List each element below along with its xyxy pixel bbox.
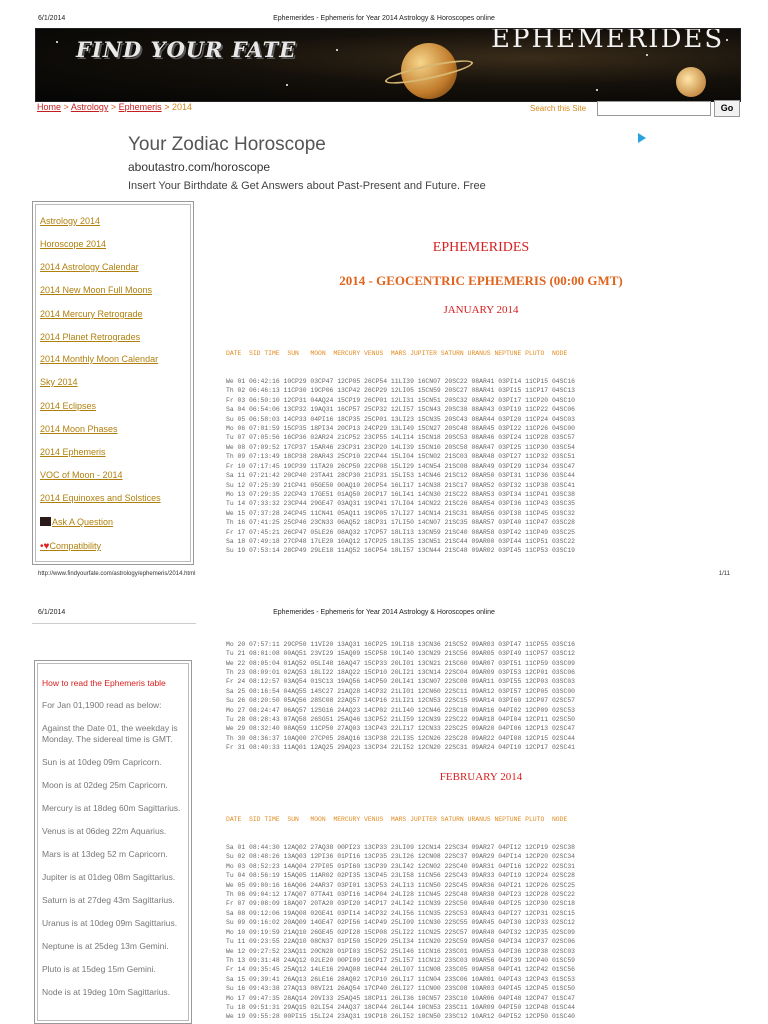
ad-url[interactable]: aboutastro.com/horoscope — [128, 160, 271, 174]
howto-paragraph: Venus is at 06deg 22m Aquarius. — [42, 826, 167, 836]
table-row: Mo 17 09:47:35 28AQ14 20VI33 25AQ45 18CP11 26LI36 10CN57 23SC10 10AR06 04PI48 12CP47 01SC47 — [226, 994, 575, 1002]
table-row: Sa 25 08:16:54 04AQ55 14SC27 21AQ28 14CP32 21LI01 12CN60 22SC11 09AR12 03PI57 12CP05 03SC00 — [226, 687, 575, 695]
table-row: Tu 04 08:56:19 15AQ05 11AR02 02PI35 13CP45 23LI58 11CN56 22SC43 09AR33 04PI19 12CP24 02SC28 — [226, 872, 575, 880]
banner-title: EPHEMERIDES — [491, 28, 725, 54]
howto-paragraph: Against the Date 01, the weekday is Monday. The sidereal time is GMT. — [42, 723, 178, 744]
table-row: We 01 06:42:16 10CP29 03CP47 12CP05 26CP54 11LI39 16CN07 20SC22 08AR41 03PI14 11CP15 04SC16 — [226, 378, 575, 386]
table-row: Th 09 07:13:49 18CP38 28AR43 25CP10 22CP44 15LI04 15CN02 21SC03 08AR48 03PI27 11CP32 03SC51 — [226, 453, 575, 461]
table-row: Fr 14 09:35:45 25AQ12 14LE16 29AQ08 16CP44 26LI07 11CN08 23SC05 09AR58 04PI41 12CP42 01SC56 — [226, 966, 575, 974]
ephemeris-table-january-part2 — [226, 621, 575, 762]
breadcrumb-astrology[interactable]: Astrology — [70, 102, 109, 112]
table-header: DATE SID TIME SUN MOON MERCURY VENUS MARS JUPITER SATURN URANUS NEPTUNE PLUTO NODE — [226, 349, 568, 357]
table-row: Tu 11 09:23:55 22AQ10 08CN37 01PI50 15CP29 25LI34 11CN20 22SC59 09AR50 04PI34 12CP37 02SC06 — [226, 938, 575, 946]
print-date: 6/1/2014 — [38, 15, 66, 22]
table-row: We 08 07:09:52 17CP37 15AR46 23CP31 23CP20 14LI39 15CN10 20SC58 08AR47 03PI25 11CP30 03SC54 — [226, 443, 575, 451]
sidebar-item-compatibility[interactable]: •♥Compatibility — [40, 541, 101, 552]
sidebar-item-sky-2014[interactable]: Sky 2014 — [40, 377, 78, 387]
adchoices-icon[interactable] — [638, 133, 646, 143]
table-row: Su 16 09:43:38 27AQ13 08VI21 26AQ54 17CP40 26LI27 11CN00 23SC08 10AR03 04PI45 12CP45 01SC50 — [226, 985, 575, 993]
table-row: Su 19 07:53:14 28CP49 29LE18 11AQ52 16CP54 18LI57 13CN44 21SC48 09AR02 03PI45 11CP53 03SC19 — [226, 547, 575, 555]
table-row: Tu 07 07:05:56 16CP36 02AR24 21CP52 23CP55 14LI14 15CN18 20SC53 08AR46 03PI24 11CP28 03SC57 — [226, 434, 575, 442]
sidebar-item-moon-phases[interactable]: 2014 Moon Phases — [40, 424, 118, 434]
table-row: We 29 08:32:40 08AQ59 11CP50 27AQ03 13CP43 22LI17 12CN33 22SC25 09AR20 04PI06 12CP13 02SC47 — [226, 725, 575, 733]
howto-paragraph: Saturn is at 27deg 43m Sagittarius. — [42, 895, 175, 905]
site-banner[interactable] — [35, 28, 741, 102]
table-row: We 05 09:00:16 16AQ06 24AR37 03PI01 13CP53 24LI13 11CN50 22SC45 09AR36 04PI21 12CP26 02SC25 — [226, 881, 575, 889]
search-input[interactable] — [597, 101, 711, 116]
table-row: Sa 18 07:49:18 27CP48 17LE20 10AQ12 17CP25 18LI35 13CN51 21SC44 09AR00 03PI44 11CP51 03SC22 — [226, 537, 575, 545]
table-row: Tu 21 08:01:08 00AQ51 23VI29 15AQ09 15CP58 19LI40 13CN29 21SC56 09AR05 03PI49 11CP57 03SC12 — [226, 650, 575, 658]
moon-icon — [676, 67, 706, 97]
heart-icon: •♥ — [40, 541, 50, 552]
table-body — [226, 843, 575, 1022]
table-row: Fr 03 06:50:10 12CP31 04AQ24 15CP19 26CP01 12LI31 15CN51 20SC32 08AR42 03PI17 11CP20 04SC10 — [226, 396, 575, 404]
sidebar-nav — [32, 201, 194, 565]
sidebar-item-voc-of-moon[interactable]: VOC of Moon - 2014 — [40, 470, 123, 480]
table-row: Fr 31 08:40:33 11AQ01 12AQ25 29AQ23 13CP34 22LI52 12CN20 22SC31 09AR24 04PI10 12CP17 02SC41 — [226, 744, 575, 752]
table-row: Th 30 08:36:37 10AQ00 27CP05 28AQ16 13CP38 22LI35 12CN26 22SC28 09AR22 04PI08 12CP15 02SC44 — [226, 734, 575, 742]
print-date: 6/1/2014 — [38, 609, 66, 616]
table-row: Su 26 08:20:50 05AQ56 28SC08 22AQ57 14CP16 21LI21 12CN53 22SC15 09AR14 03PI60 12CP07 02SC57 — [226, 697, 575, 705]
table-row: We 12 09:27:52 23AQ11 20CN28 01PI03 15CP52 25LI46 11CN16 23SC01 09AR53 04PI36 12CP38 02SC03 — [226, 947, 575, 955]
ad-description[interactable]: Insert Your Birthdate & Get Answers about Past-Present and Future. Free — [128, 180, 486, 192]
ephemeris-table-february — [226, 796, 575, 1024]
howto-paragraph: Jupiter is at 01deg 08m Sagittarius. — [42, 872, 176, 882]
table-body — [226, 377, 575, 556]
sidebar-item-ask-question[interactable]: Ask A Question — [40, 517, 113, 527]
table-row: We 15 07:37:28 24CP45 11CN41 05AQ11 19CP05 17LI27 14CN14 21SC31 08AR56 03PI38 11CP45 03SC32 — [226, 509, 575, 517]
print-title: Ephemerides - Ephemeris for Year 2014 Astrology & Horoscopes online — [273, 15, 495, 22]
sidebar-item-equinoxes-solstices[interactable]: 2014 Equinoxes and Solstices — [40, 493, 161, 503]
table-row: Su 05 06:58:03 14CP33 04PI16 18CP35 25CP01 13LI23 15CN35 20SC43 08AR44 03PI20 11CP24 04SC03 — [226, 415, 575, 423]
table-row: We 19 09:55:28 00PI15 15LI24 23AQ31 19CP18 26LI52 10CN50 23SC12 10AR12 04PI52 12CP50 01SC40 — [226, 1013, 575, 1021]
table-row: Tu 28 08:28:43 07AQ58 26SG51 25AQ46 13CP52 21LI59 12CN39 22SC22 09AR18 04PI04 12CP11 02SC50 — [226, 716, 575, 724]
print-footer-url: http://www.findyourfate.com/astrology/ephemeris/2014.html — [38, 571, 196, 577]
table-row: Th 06 09:04:12 17AQ07 07TA41 03PI16 14CP04 24LI28 11CN45 22SC48 09AR38 04PI23 12CP28 02SC22 — [226, 891, 575, 899]
howto-paragraph: Uranus is at 10deg 09m Sagittarius. — [42, 918, 178, 928]
table-row: Th 13 09:31:48 24AQ12 02LE20 00PI09 16CP17 25LI57 11CN12 23SC03 09AR56 04PI39 12CP40 01SC59 — [226, 956, 575, 964]
breadcrumb-ephemeris[interactable]: Ephemeris — [118, 102, 162, 112]
month-heading-january: JANUARY 2014 — [443, 304, 519, 316]
table-row: Mo 03 08:52:23 14AQ04 27PI05 01PI60 13CP39 23LI42 12CN02 22SC40 09AR31 04PI16 12CP22 02SC31 — [226, 862, 575, 870]
table-row: Su 12 07:25:39 21CP41 05GE50 00AQ10 20CP54 16LI17 14CN38 21SC17 08AR52 03PI32 11CP38 03SC41 — [226, 481, 575, 489]
table-row: Sa 11 07:21:42 20CP40 23TA41 28CP30 21CP31 15LI53 14CN46 21SC12 08AR50 03PI31 11CP36 03SC44 — [226, 472, 575, 480]
sidebar-item-horoscope-2014[interactable]: Horoscope 2014 — [40, 239, 107, 249]
sidebar-item-mercury-retrograde[interactable]: 2014 Mercury Retrograde — [40, 309, 143, 319]
sidebar-item-new-moon-full-moons[interactable]: 2014 New Moon Full Moons — [40, 285, 153, 295]
howto-paragraph: Mars is at 13deg 52 m Capricorn. — [42, 849, 168, 859]
breadcrumb-current: 2014 — [171, 102, 192, 112]
sidebar-item-astrology-2014[interactable]: Astrology 2014 — [40, 216, 101, 226]
howto-box — [34, 660, 192, 1024]
table-row: Fr 07 09:08:09 18AQ07 20TA20 03PI20 14CP17 24LI42 11CN39 22SC50 09AR40 04PI25 12CP30 02SC18 — [226, 900, 575, 908]
table-row: Mo 13 07:29:35 22CP43 17GE51 01AQ50 20CP17 16LI41 14CN30 21SC22 08AR53 03PI34 11CP41 03SC38 — [226, 490, 575, 498]
month-heading-february: FEBRUARY 2014 — [439, 771, 523, 783]
sidebar-item-planet-retrogrades[interactable]: 2014 Planet Retrogrades — [40, 332, 141, 342]
table-row: Fr 17 07:45:21 26CP47 05LE26 08AQ32 17CP57 18LI13 13CN59 21SC40 08AR58 03PI42 11CP49 03SC25 — [226, 528, 575, 536]
table-row: Fr 10 07:17:45 19CP39 11TA20 26CP50 22CP08 15LI29 14CN54 21SC08 08AR49 03PI29 11CP34 03SC47 — [226, 462, 575, 470]
divider — [32, 623, 196, 624]
howto-paragraph: For Jan 01,1900 read as below: — [42, 700, 162, 710]
howto-paragraph: Mercury is at 18deg 60m Sagittarius. — [42, 803, 181, 813]
howto-paragraph: Sun is at 10deg 09m Capricorn. — [42, 757, 162, 767]
table-row: Su 02 08:48:26 13AQ03 12PI36 01PI16 13CP35 23LI26 12CN08 22SC37 09AR29 04PI14 12CP20 02SC34 — [226, 853, 575, 861]
print-title: Ephemerides - Ephemeris for Year 2014 Astrology & Horoscopes online — [273, 609, 495, 616]
howto-paragraph: Pluto is at 15deg 15m Gemini. — [42, 964, 156, 974]
site-logo[interactable]: FIND YOUR FATE — [76, 37, 297, 62]
table-row: Fr 24 08:12:57 03AQ54 01SC13 19AQ56 14CP50 20LI41 13CN07 22SC08 09AR11 03PI55 12CP03 03SC03 — [226, 678, 575, 686]
table-row: Sa 15 09:39:41 26AQ13 26LE16 28AQ02 17CP10 26LI17 11CN04 23SC06 10AR01 04PI43 12CP43 01SC53 — [226, 975, 575, 983]
howto-paragraph: Moon is at 02deg 25m Capricorn. — [42, 780, 168, 790]
sidebar-item-astrology-calendar[interactable]: 2014 Astrology Calendar — [40, 262, 139, 272]
breadcrumb-home[interactable]: Home — [37, 102, 62, 112]
page-subtitle: 2014 - GEOCENTRIC EPHEMERIS (00:00 GMT) — [339, 273, 623, 288]
question-image-icon — [40, 517, 51, 526]
breadcrumb: Home > Astrology > Ephemeris > 2014 — [37, 102, 192, 112]
howto-paragraph: Node is at 19deg 10m Sagittarius. — [42, 987, 171, 997]
table-row: Mo 27 08:24:47 06AQ57 12SG16 24AQ23 14CP02 21LI40 12CN46 22SC18 09AR16 04PI02 12CP09 02SC53 — [226, 706, 575, 714]
table-row: Mo 10 09:19:59 21AQ10 26GE45 02PI28 15CP08 25LI22 11CN25 22SC57 09AR48 04PI32 12CP35 02SC09 — [226, 928, 575, 936]
table-row: Su 09 09:16:02 20AQ09 14GE47 02PI56 14CP49 25LI09 11CN30 22SC55 09AR45 04PI30 12CP33 02SC12 — [226, 919, 575, 927]
howto-paragraph: Neptune is at 25deg 13m Gemini. — [42, 941, 169, 951]
sidebar-item-eclipses[interactable]: 2014 Eclipses — [40, 401, 97, 411]
table-row: Sa 01 08:44:30 12AQ02 27AQ38 00PI23 13CP33 23LI09 12CN14 22SC34 09AR27 04PI12 12CP19 02SC38 — [226, 844, 575, 852]
howto-title: How to read the Ephemeris table — [42, 678, 166, 688]
table-row: Th 16 07:41:25 25CP46 23CN33 06AQ52 18CP31 17LI50 14CN07 21SC35 08AR57 03PI40 11CP47 03SC28 — [226, 519, 575, 527]
search-go-button[interactable]: Go — [714, 100, 740, 117]
ephemeris-table-january-part1 — [226, 330, 575, 565]
search-label: Search this Site — [530, 104, 587, 113]
sidebar-item-ephemeris[interactable]: 2014 Ephemeris — [40, 447, 106, 457]
print-footer-page: 1/11 — [718, 571, 730, 577]
table-header: DATE SID TIME SUN MOON MERCURY VENUS MARS JUPITER SATURN URANUS NEPTUNE PLUTO NODE — [226, 815, 568, 823]
table-row: Mo 20 07:57:11 29CP50 11VI20 13AQ31 16CP25 19LI18 13CN36 21SC52 09AR03 03PI47 11CP55 03SC16 — [226, 640, 575, 648]
page-title: EPHEMERIDES — [432, 240, 530, 255]
table-row: Mo 06 07:01:59 15CP35 18PI34 20CP13 24CP29 13LI49 15CN27 20SC48 08AR45 03PI22 11CP26 04SC00 — [226, 425, 575, 433]
sidebar-item-monthly-moon-calendar[interactable]: 2014 Monthly Moon Calendar — [40, 354, 159, 364]
table-row: We 22 08:05:04 01AQ52 05LI48 16AQ47 15CP33 20LI01 13CN21 21SC60 09AR07 03PI51 11CP59 03SC09 — [226, 659, 575, 667]
table-row: Th 02 06:46:13 11CP30 19CP06 13CP42 26CP29 12LI05 15CN59 20SC27 08AR41 03PI15 11CP17 04SC13 — [226, 387, 575, 395]
table-row: Sa 08 09:12:06 19AQ08 02GE41 03PI14 14CP32 24LI56 11CN35 22SC53 09AR43 04PI27 12CP31 02SC15 — [226, 909, 575, 917]
table-body — [226, 640, 575, 753]
table-row: Th 23 08:09:01 02AQ53 18LI22 18AQ22 15CP10 20LI21 13CN14 22SC04 09AR09 03PI53 12CP01 03SC06 — [226, 669, 575, 677]
table-row: Sa 04 06:54:06 13CP32 19AQ31 16CP57 25CP32 12LI57 15CN43 20SC38 08AR43 03PI19 11CP22 04SC06 — [226, 406, 575, 414]
table-row: Tu 18 09:51:31 29AQ15 02LI54 24AQ37 18CP44 26LI44 10CN53 23SC11 10AR09 04PI50 12CP48 01SC44 — [226, 1003, 575, 1011]
table-row: Tu 14 07:33:32 23CP44 29GE47 03AQ31 19CP41 17LI04 14CN22 21SC26 08AR54 03PI36 11CP43 03SC35 — [226, 500, 575, 508]
ad-title[interactable]: Your Zodiac Horoscope — [128, 134, 326, 155]
